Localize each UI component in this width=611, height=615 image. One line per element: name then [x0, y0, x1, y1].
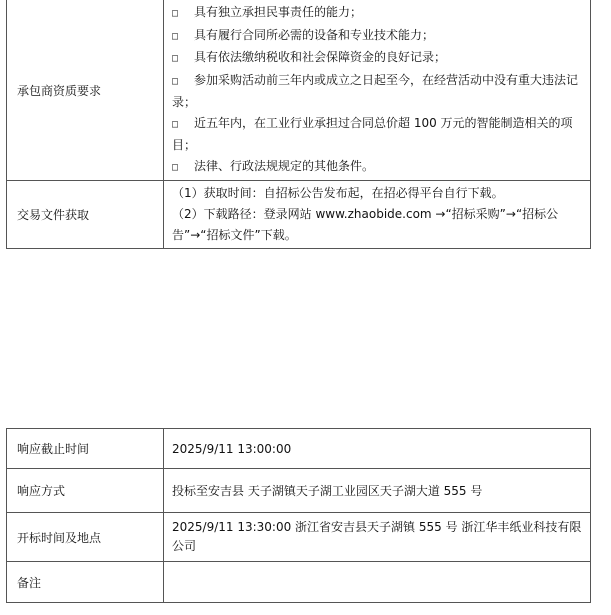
qualification-row: [7, 0, 591, 181]
qualification-item: □ 具有履行合同所必需的设备和专业技术能力；: [172, 25, 584, 48]
qualification-item: □ 参加采购活动前三年内或成立之日起至今，在经营活动中没有重大违法记录；: [172, 72, 579, 109]
remark-label: 备注: [7, 562, 164, 603]
qualification-item: □ 近五年内，在工业行业承担过合同总价超 100 万元的智能制造相关的项目；: [172, 115, 573, 152]
method-value: 投标至安吉县 天子湖镇天子湖工业园区天子湖大道 555 号: [164, 469, 591, 513]
remark-value: [164, 562, 591, 603]
documents-line-path: （2）下载路径：登录网站 www.zhaobide.com →“招标采购”→“招标公告”→“招标文件”下载。: [172, 207, 559, 242]
checkbox-icon: □: [172, 75, 179, 87]
checkbox-icon: □: [172, 30, 179, 42]
deadline-row: [7, 429, 591, 469]
checkbox-icon: □: [172, 53, 179, 64]
deadline-value: 2025/9/11 13:00:00: [164, 429, 591, 469]
documents-label: 交易文件获取: [7, 181, 164, 249]
remark-row: [7, 562, 591, 603]
opening-label: 开标时间及地点: [7, 513, 164, 562]
method-label: 响应方式: [7, 469, 164, 513]
documents-line-time: （1）获取时间：自招标公告发布起，在招必得平台自行下载。: [172, 186, 504, 200]
method-row: [7, 469, 591, 513]
documents-content: [164, 181, 591, 249]
deadline-label: 响应截止时间: [7, 429, 164, 469]
qualification-item: □ 具有依法缴纳税收和社会保障资金的良好记录；: [172, 47, 584, 70]
qualification-label: 承包商资质要求: [7, 0, 164, 181]
checkbox-icon: □: [172, 8, 179, 19]
checkbox-icon: □: [172, 161, 179, 173]
opening-value: 2025/9/11 13:30:00 浙江省安吉县天子湖镇 555 号 浙江华丰纸业科技有限公司: [164, 513, 591, 562]
schedule-table: [6, 428, 591, 603]
qualification-table: [6, 0, 591, 249]
qualification-item: □ 法律、行政法规规定的其他条件。: [172, 156, 584, 179]
qualification-item: □ 具有独立承担民事责任的能力；: [172, 2, 584, 25]
documents-row: [7, 181, 591, 249]
opening-row: [7, 513, 591, 562]
qualification-list: [164, 0, 591, 181]
checkbox-icon: □: [172, 118, 179, 130]
